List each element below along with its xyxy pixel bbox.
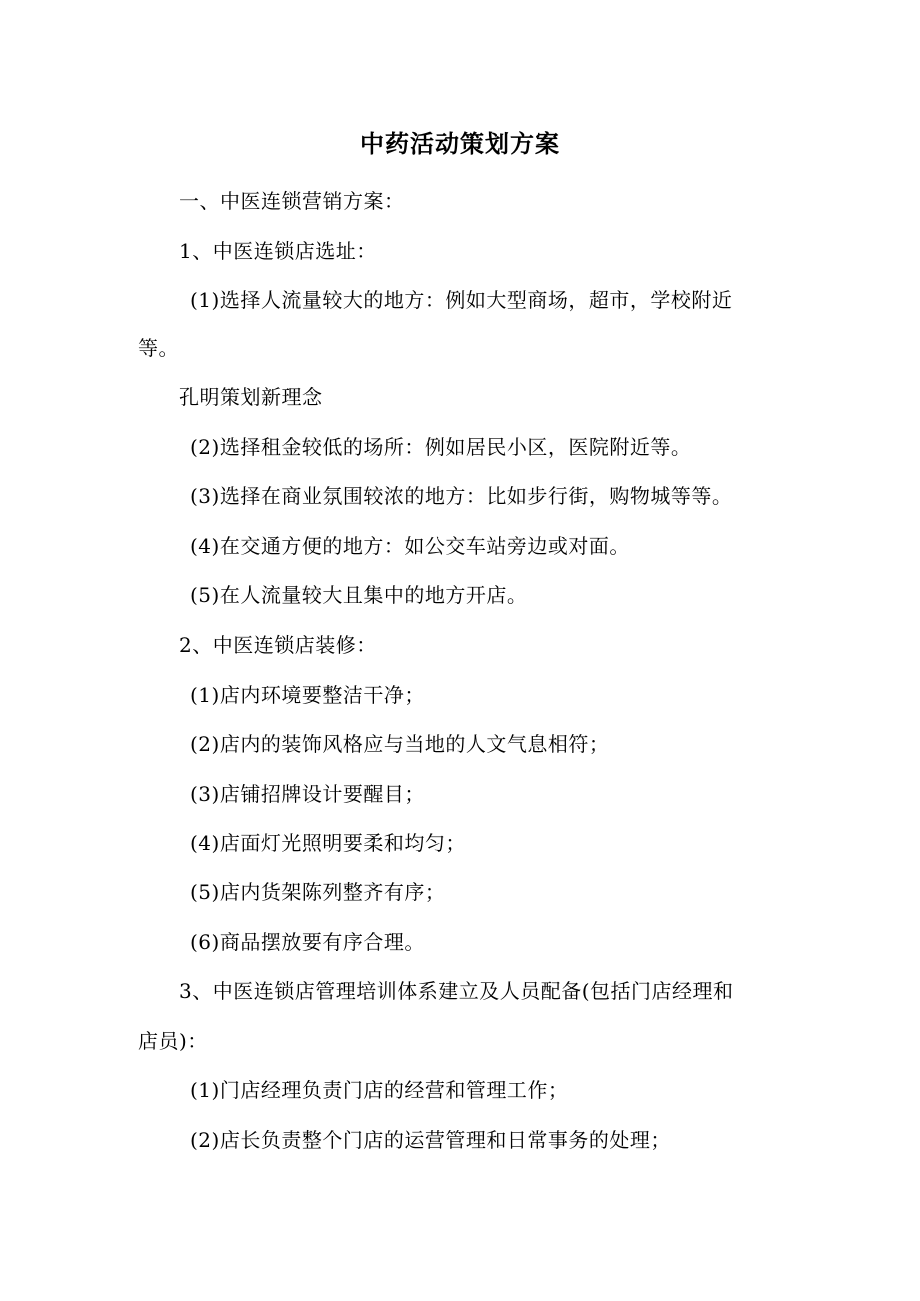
list-item: (6)商品摆放要有序合理。 [190, 930, 425, 954]
list-item: (3)店铺招牌设计要醒目； [190, 782, 425, 806]
list-item: (2)选择租金较低的场所：例如居民小区，医院附近等。 [190, 435, 692, 459]
text-line: 孔明策划新理念 [179, 385, 323, 409]
subsection-heading: 1、中医连锁店选址： [179, 239, 377, 263]
section-heading: 一、中医连锁营销方案： [179, 189, 405, 213]
list-item: (1)店内环境要整洁干净； [190, 683, 425, 707]
list-item: (1)门店经理负责门店的经营和管理工作； [190, 1078, 569, 1102]
subsection-heading: 3、中医连锁店管理培训体系建立及人员配备(包括门店经理和 [179, 979, 734, 1003]
list-item: (4)店面灯光照明要柔和均匀； [190, 831, 466, 855]
list-item: (2)店长负责整个门店的运营管理和日常事务的处理； [190, 1128, 671, 1152]
list-item: (4)在交通方便的地方：如公交车站旁边或对面。 [190, 534, 630, 558]
list-item: (2)店内的装饰风格应与当地的人文气息相符； [190, 732, 610, 756]
subsection-heading: 2、中医连锁店装修： [179, 633, 377, 657]
subsection-heading-continuation: 店员)： [138, 1029, 208, 1053]
list-item-continuation: 等。 [138, 336, 179, 360]
list-item: (5)店内货架陈列整齐有序； [190, 880, 446, 904]
list-item: (5)在人流量较大且集中的地方开店。 [190, 583, 528, 607]
list-item: (1)选择人流量较大的地方：例如大型商场，超市，学校附近 [190, 288, 733, 312]
list-item: (3)选择在商业氛围较浓的地方：比如步行街，购物城等等。 [190, 484, 733, 508]
document-title: 中药活动策划方案 [360, 130, 560, 158]
